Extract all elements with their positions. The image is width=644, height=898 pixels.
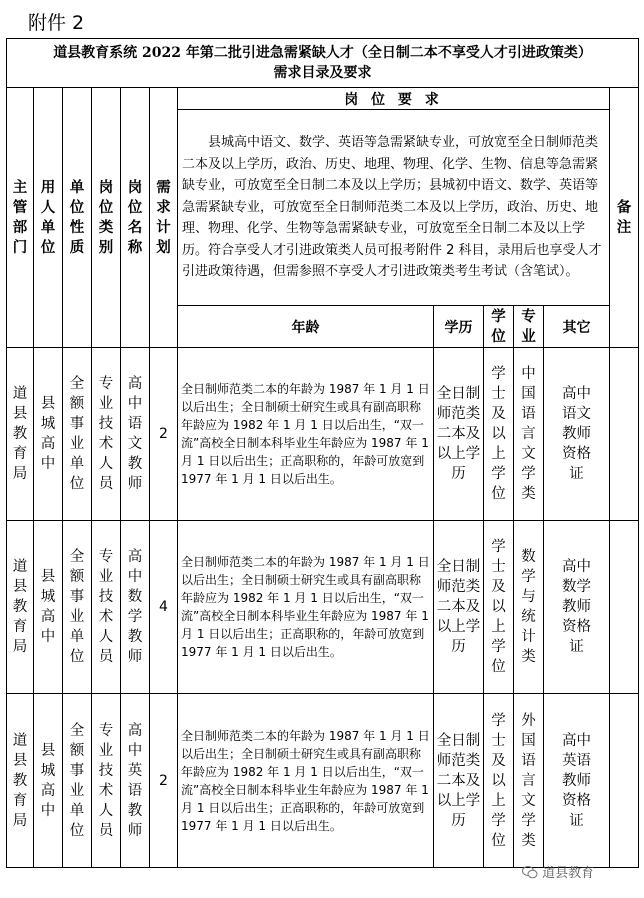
watermark-text: 道县教育 bbox=[542, 866, 595, 881]
header-post-name: 岗位名称 bbox=[121, 88, 150, 348]
requirements-table bbox=[6, 38, 639, 868]
cell-other: 高中语文教师资格证 bbox=[544, 348, 610, 521]
cell-plan: 4 bbox=[150, 521, 178, 694]
cell-education: 全日制师范类二本及以上学历 bbox=[434, 521, 484, 694]
watermark bbox=[522, 862, 594, 881]
cell-plan: 2 bbox=[150, 694, 178, 868]
header-remarks: 备注 bbox=[610, 88, 639, 348]
cell-degree: 学士及以上学位 bbox=[484, 521, 514, 694]
cell-major: 外国语言文学类 bbox=[514, 694, 544, 868]
cell-degree: 学士及以上学位 bbox=[484, 694, 514, 868]
table-row bbox=[7, 694, 639, 868]
cell-dept: 道县教育局 bbox=[7, 521, 34, 694]
header-dept: 主管部门 bbox=[7, 88, 34, 348]
cell-education: 全日制师范类二本及以上学历 bbox=[434, 694, 484, 868]
table-row bbox=[7, 521, 639, 694]
header-nature: 单位性质 bbox=[63, 88, 92, 348]
header-degree: 学位 bbox=[484, 306, 514, 348]
cell-post-type: 专业技术人员 bbox=[92, 694, 121, 868]
requirements-text: 县城高中语文、数学、英语等急需紧缺专业，可放宽至全日制师范类二本及以上学历，政治、历史、地理、物理、化学、生物、信息等急需紧缺专业，可放宽至全日制二本及以上学历；县城初中语文、数学、英语等急需紧缺专业，可放宽至全日制师范类二本及以上学历，政治、历史、地理、物理、化学、生物等急需紧缺专业，可放宽至全日制二本及以上学历。符合享受人才引进政策类人员可报考附件 2 科目，录用后也享受人才引进政策待遇，但需参照不享受人才引进政策类考生考试（含笔试）。 bbox=[178, 110, 610, 306]
cell-dept: 道县教育局 bbox=[7, 348, 34, 521]
cell-dept: 道县教育局 bbox=[7, 694, 34, 868]
header-post-type: 岗位类别 bbox=[92, 88, 121, 348]
cell-post-name: 高中语文教师 bbox=[121, 348, 150, 521]
cell-post-type: 专业技术人员 bbox=[92, 348, 121, 521]
attachment-label: 附件 2 bbox=[28, 12, 85, 34]
title-row bbox=[7, 39, 639, 88]
cell-education: 全日制师范类二本及以上学历 bbox=[434, 348, 484, 521]
cell-age: 全日制师范类二本的年龄为 1987 年 1 月 1 日以后出生；全日制硕士研究生或具有副高职称年龄应为 1982 年 1 月 1 日以后出生，“双一流”高校全日制本科毕业生年龄应为 1987 年 1 月 1 日以后出生；正高职称的，年龄可放宽到 1977 年 1 月 1 日以后出生。 bbox=[178, 521, 434, 694]
header-row-1 bbox=[7, 88, 639, 110]
cell-major: 数学与统计类 bbox=[514, 521, 544, 694]
header-plan: 需求计划 bbox=[150, 88, 178, 348]
cell-nature: 全额事业单位 bbox=[63, 348, 92, 521]
cell-unit: 县城高中 bbox=[34, 348, 63, 521]
cell-nature: 全额事业单位 bbox=[63, 521, 92, 694]
header-other: 其它 bbox=[544, 306, 610, 348]
header-unit: 用人单位 bbox=[34, 88, 63, 348]
cell-remarks bbox=[610, 694, 639, 868]
cell-unit: 县城高中 bbox=[34, 694, 63, 868]
header-requirements: 岗 位 要 求 bbox=[178, 88, 610, 110]
header-major: 专业 bbox=[514, 306, 544, 348]
header-age: 年龄 bbox=[178, 306, 434, 348]
cell-other: 高中英语教师资格证 bbox=[544, 694, 610, 868]
cell-remarks bbox=[610, 348, 639, 521]
title-line-2: 需求目录及要求 bbox=[273, 65, 372, 81]
cell-age: 全日制师范类二本的年龄为 1987 年 1 月 1 日以后出生；全日制硕士研究生或具有副高职称年龄应为 1982 年 1 月 1 日以后出生，“双一流”高校全日制本科毕业生年龄应为 1987 年 1 月 1 日以后出生；正高职称的，年龄可放宽到 1977 年 1 月 1 日以后出生。 bbox=[178, 694, 434, 868]
title-line-1: 道县教育系统 2022 年第二批引进急需紧缺人才（全日制二本不享受人才引进政策类） bbox=[53, 45, 592, 61]
cell-age: 全日制师范类二本的年龄为 1987 年 1 月 1 日以后出生；全日制硕士研究生或具有副高职称年龄应为 1982 年 1 月 1 日以后出生，“双一流”高校全日制本科毕业生年龄应为 1987 年 1 月 1 日以后出生；正高职称的，年龄可放宽到 1977 年 1 月 1 日以后出生。 bbox=[178, 348, 434, 521]
header-education: 学历 bbox=[434, 306, 484, 348]
document-title bbox=[7, 39, 639, 88]
cell-post-name: 高中英语教师 bbox=[121, 694, 150, 868]
cell-remarks bbox=[610, 521, 639, 694]
cell-plan: 2 bbox=[150, 348, 178, 521]
cell-post-name: 高中数学教师 bbox=[121, 521, 150, 694]
wechat-icon bbox=[522, 866, 538, 879]
cell-degree: 学士及以上学位 bbox=[484, 348, 514, 521]
cell-other: 高中数学教师资格证 bbox=[544, 521, 610, 694]
table-row bbox=[7, 348, 639, 521]
cell-major: 中国语言文学类 bbox=[514, 348, 544, 521]
cell-nature: 全额事业单位 bbox=[63, 694, 92, 868]
cell-unit: 县城高中 bbox=[34, 521, 63, 694]
cell-post-type: 专业技术人员 bbox=[92, 521, 121, 694]
